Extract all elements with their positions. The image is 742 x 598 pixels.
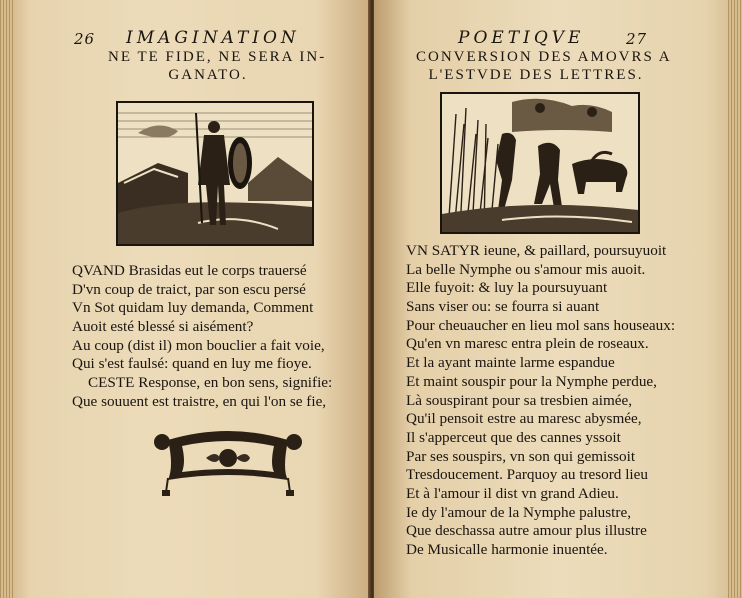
verse-line: D'vn coup de traict, par son escu persé xyxy=(72,280,306,298)
verse-line: Pour cheuaucher en lieu mol sans houseaux: xyxy=(406,316,676,334)
verse-line: VN SATYR ieune, & paillard, poursuyuoit xyxy=(406,242,667,259)
verse-line: Et à l'amour il dist vn grand Adieu. xyxy=(406,484,619,502)
woodcut-satyr-and-nymph-icon xyxy=(440,92,640,234)
verse-line: Que souuent est traistre, en qui l'on se fie, xyxy=(72,392,327,410)
page-edge-left xyxy=(0,0,14,598)
right-verse xyxy=(406,242,675,560)
verse-line: Qu'il pensoit estre au maresc abysmée, xyxy=(406,410,642,428)
verse-line: Que deschassa autre amour plus illustre xyxy=(406,522,647,540)
verse-line: Vn Sot quidam luy demanda, Comment xyxy=(72,299,314,317)
cartouche-ornament-icon xyxy=(148,420,308,498)
left-running-head: IMAGINATION xyxy=(126,28,300,48)
left-verse xyxy=(72,262,332,412)
verse-line: Et maint souspir pour la Nymphe perdue, xyxy=(406,372,657,390)
verse-line: Elle fuyoit: & luy la poursuyuant xyxy=(406,279,608,297)
woodcut-soldier-with-shield-icon xyxy=(116,101,314,246)
verse-line: Là souspirant pour sa tresbien aimée, xyxy=(406,391,633,409)
verse-line: Ie dy l'amour de la Nymphe palustre, xyxy=(406,503,631,521)
verse-line: Qu'en vn maresc entra plein de roseaux. xyxy=(406,335,649,353)
page-edge-right xyxy=(728,0,742,598)
right-page-number: 27 xyxy=(626,30,648,48)
left-title-line-1: NE TE FIDE, NE SERA IN- xyxy=(108,49,327,65)
verse-line: La belle Nymphe ou s'amour mis auoit. xyxy=(406,260,646,278)
verse-line: CESTE Response, en bon sens, signifie: xyxy=(88,374,333,392)
right-page xyxy=(374,0,742,598)
verse-line: Tresdoucement. Parquoy au tresord lieu xyxy=(406,466,648,484)
verse-line: Sans viser ou: se fourra si auant xyxy=(406,298,600,316)
verse-line: Par ses souspirs, vn son qui gemissoit xyxy=(406,447,636,465)
verse-line: Et la ayant mainte larme espandue xyxy=(406,354,615,372)
left-page-number: 26 xyxy=(74,30,96,48)
right-title-line-1: CONVERSION DES AMOVRS A xyxy=(416,49,672,65)
verse-line: De Musicalle harmonie inuentée. xyxy=(406,541,608,558)
verse-line: Il s'apperceut que des cannes yssoit xyxy=(406,428,621,446)
verse-line: Qui s'est faulsé: quand en luy me fioye. xyxy=(72,355,312,373)
verse-line: Auoit esté blessé si aisément? xyxy=(72,318,254,336)
right-title-line-2: L'ESTVDE DES LETTRES. xyxy=(428,67,644,83)
verse-line: QVAND Brasidas eut le corps trauersé xyxy=(72,262,307,279)
right-running-head: POETIQVE xyxy=(458,28,585,48)
left-title-line-2: GANATO. xyxy=(168,67,248,83)
verse-line: Au coup (dist il) mon bouclier a fait voie, xyxy=(72,336,325,354)
